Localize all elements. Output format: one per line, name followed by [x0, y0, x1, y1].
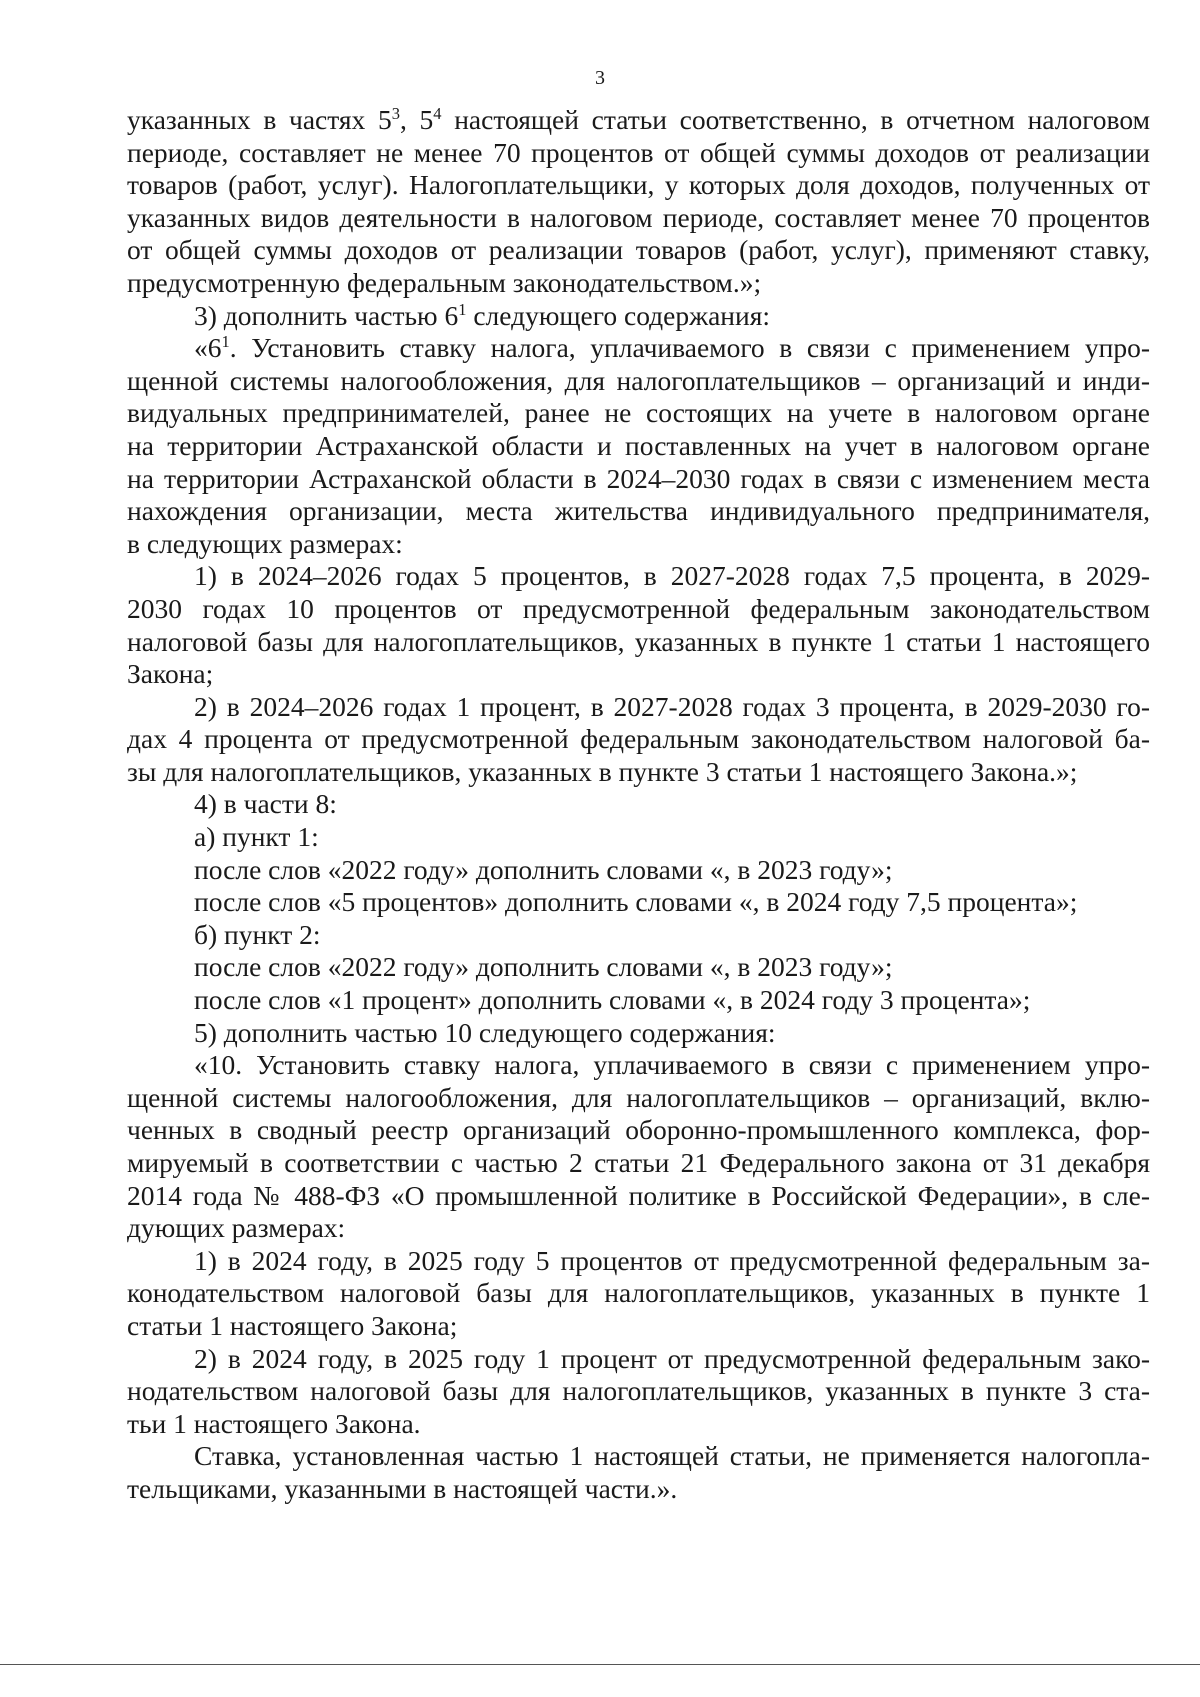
text-line: после слов «5 процентов» дополнить словами «, в 2024 году 7,5 процента»;: [194, 886, 1078, 918]
text-line: статьи 1 настоящего Закона;: [127, 1309, 458, 1341]
text-line: указанных видов деятельности в налоговом периоде, составляет менее 70 процентов: [127, 201, 1150, 233]
text-line: Ставка, установленная частью 1 настоящей статьи, не применяется налогопла-: [194, 1440, 1150, 1472]
text-line: после слов «1 процент» дополнить словами «, в 2024 году 3 процента»;: [194, 984, 1031, 1016]
text-line: на территории Астраханской области и поставленных на учет в налоговом органе: [127, 429, 1150, 461]
text-line: дующих размерах:: [127, 1212, 346, 1244]
text-line: 1) в 2024–2026 годах 5 процентов, в 2027-2028 годах 7,5 процента, в 2029-: [194, 560, 1150, 592]
text-line: а) пункт 1:: [194, 821, 319, 853]
text-line: периоде, составляет не менее 70 процентов от общей суммы доходов от реализации: [127, 136, 1150, 168]
text-line: щенной системы налогообложения, для налогоплательщиков – организаций и инди-: [127, 364, 1150, 396]
text-line: «10. Установить ставку налога, уплачиваемого в связи с применением упро-: [194, 1049, 1150, 1081]
text-line: нодательством налоговой базы для налогоплательщиков, указанных в пункте 3 ста-: [127, 1375, 1150, 1407]
text-line: тьи 1 настоящего Закона.: [127, 1407, 421, 1439]
text-line: после слов «2022 году» дополнить словами «, в 2023 году»;: [194, 853, 893, 885]
text-line: Закона;: [127, 658, 214, 690]
text-line: предусмотренную федеральным законодательством.»;: [127, 266, 762, 298]
text-line: конодательством налоговой базы для налогоплательщиков, указанных в пункте 1: [127, 1277, 1150, 1309]
text-line: 1) в 2024 году, в 2025 году 5 процентов от предусмотренной федеральным за-: [194, 1244, 1150, 1276]
text-line: указанных в частях $5^3$, $5^4$ настоящей статьи соответственно, в отчетном налоговом: [127, 103, 1150, 135]
text-line: 2030 годах 10 процентов от предусмотренной федеральным законодательством: [127, 592, 1150, 624]
text-line: тельщиками, указанными в настоящей части.».: [127, 1472, 678, 1504]
page-number: 3: [595, 67, 605, 89]
text-line: после слов «2022 году» дополнить словами «, в 2023 году»;: [194, 951, 893, 983]
document-body: [127, 104, 1150, 1506]
text-line: налоговой базы для налогоплательщиков, указанных в пункте 1 статьи 1 настоящего: [127, 625, 1150, 657]
text-line: ченных в сводный реестр организаций оборонно-промышленного комплекса, фор-: [127, 1114, 1150, 1146]
text-line: 2) в 2024–2026 годах 1 процент, в 2027-2028 годах 3 процента, в 2029-2030 го-: [194, 690, 1150, 722]
text-line: видуальных предпринимателей, ранее не состоящих на учете в налоговом органе: [127, 397, 1150, 429]
text-line: щенной системы налогообложения, для налогоплательщиков – организаций, вклю-: [127, 1081, 1150, 1113]
text-line: 2) в 2024 году, в 2025 году 1 процент от предусмотренной федеральным зако-: [194, 1342, 1150, 1374]
text-line: в следующих размерах:: [127, 527, 403, 559]
text-line: товаров (работ, услуг). Налогоплательщики, у которых доля доходов, полученных от: [127, 169, 1150, 201]
text-line: мируемый в соответствии с частью 2 статьи 21 Федерального закона от 31 декабря: [127, 1147, 1150, 1178]
text-line: 4) в части 8:: [194, 788, 337, 820]
text-line: 2014 года № 488-ФЗ «О промышленной политике в Российской Федерации», в сле-: [127, 1179, 1150, 1211]
text-line: зы для налогоплательщиков, указанных в пункте 3 статьи 1 настоящего Закона.»;: [127, 755, 1078, 787]
text-line: «$6^1$. Установить ставку налога, уплачиваемого в связи с применением упро-: [194, 332, 1150, 364]
text-line: 3) дополнить частью $6^1$ следующего содержания:: [194, 299, 771, 331]
page-bottom-rule: [0, 1664, 1200, 1665]
text-line: нахождения организации, места жительства индивидуального предпринимателя,: [127, 495, 1150, 527]
text-line: на территории Астраханской области в 2024–2030 годах в связи с изменением места: [127, 462, 1150, 494]
text-line: 5) дополнить частью 10 следующего содержания:: [194, 1016, 776, 1048]
text-line: дах 4 процента от предусмотренной федеральным законодательством налоговой ба-: [127, 723, 1150, 755]
text-line: от общей суммы доходов от реализации товаров (работ, услуг), применяют ставку,: [127, 234, 1150, 266]
text-line: б) пункт 2:: [194, 918, 321, 950]
